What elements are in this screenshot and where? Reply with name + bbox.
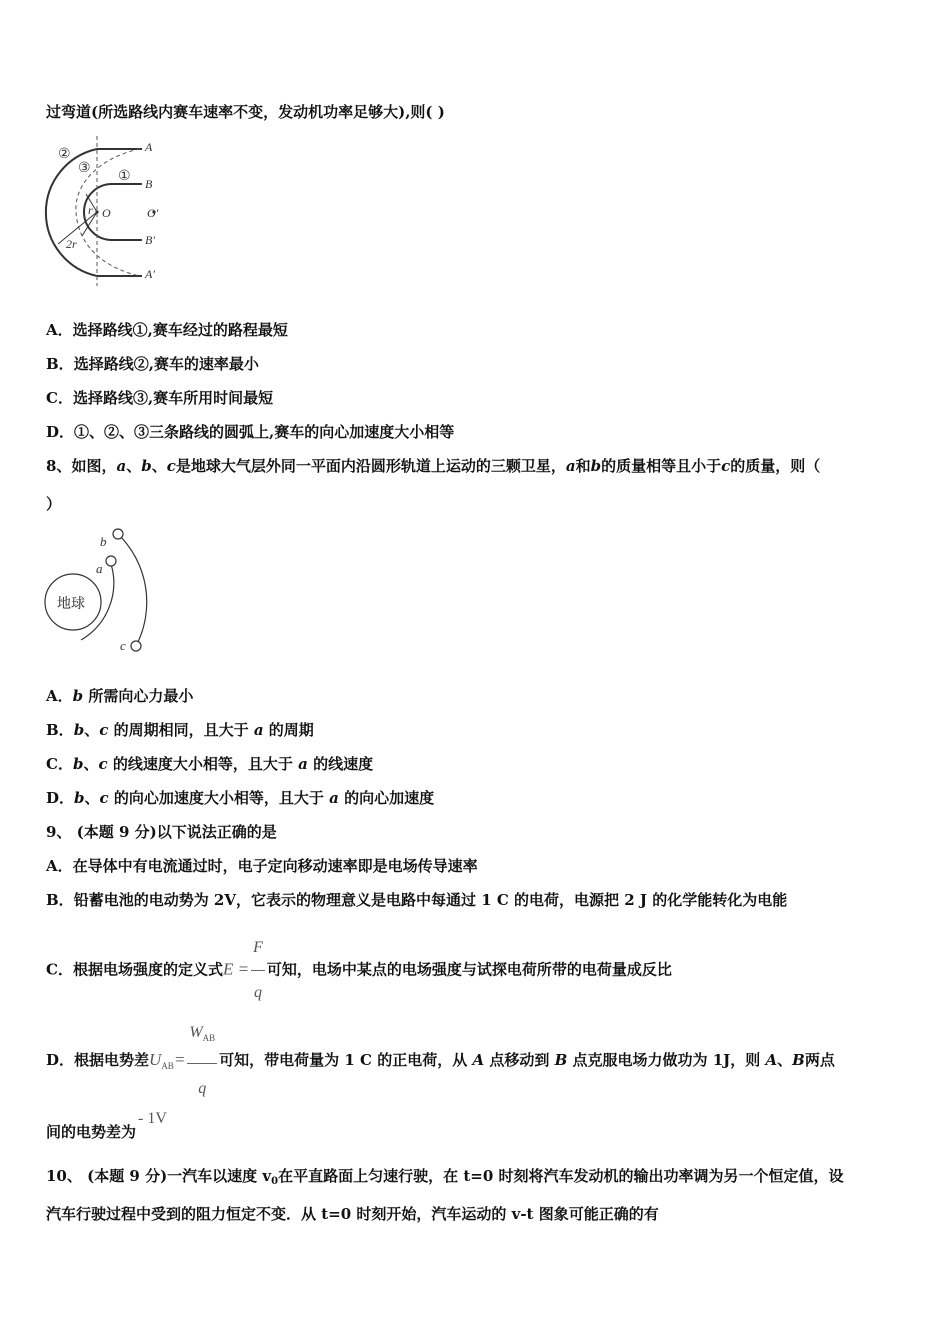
earth-label: 地球 [57, 596, 85, 612]
formula-U-lhs: $U_{AB}$ [149, 1050, 174, 1071]
q10-stem-line1: 10、 (本题 9 分)一汽车以速度 $v_0$在平直路面上匀速行驶，在 t=0 时刻将汽车发动机的输出功率调为另一个恒定值，设 [46, 1167, 844, 1187]
q8-option-D: D．b、c 的向心加速度大小相等，且大于 a 的向心加速度 [46, 789, 435, 807]
label-O-prime: O′ [147, 206, 159, 220]
label-A-prime: A′ [145, 267, 155, 281]
label-O: O [102, 206, 111, 220]
label-A: A [145, 140, 153, 154]
q8-option-B: B．b、c 的周期相同，且大于 a 的周期 [46, 721, 314, 739]
satellite-c [131, 641, 141, 651]
label-r: r [88, 203, 93, 217]
q8-stem: 8、如图，a、b、c是地球大气层外同一平面内沿圆形轨道上运动的三颗卫星，a和b的质量相等且小于c的质量，则（ [46, 457, 821, 475]
q7-option-D: D．①、②、③三条路线的圆弧上,赛车的向心加速度大小相等 [46, 423, 455, 441]
formula-E-lhs: E = [222, 959, 250, 979]
label-route-1: ① [118, 169, 131, 184]
potential-difference-value: - 1V [138, 1110, 167, 1127]
q9-option-C: C．根据电场强度的定义式E = $\frac{F}{q}$ 可知，电场中某点的电场强度与试探电荷所带的电荷量成反比 [46, 926, 672, 1015]
label-a: a [96, 561, 103, 576]
satellite-a [106, 556, 116, 566]
q10-stem-line2: 汽车行驶过程中受到的阻力恒定不变．从 t=0 时刻开始，汽车运动的 v-t 图象可能正确的有 [46, 1205, 659, 1223]
label-route-2: ② [58, 147, 71, 162]
label-c: c [120, 638, 126, 653]
q8-option-A: A．b 所需向心力最小 [46, 687, 194, 705]
outer-orbit [118, 534, 147, 646]
q9-option-D-continued: 间的电势差为- 1V [46, 1110, 167, 1141]
label-route-3: ③ [78, 161, 91, 176]
q7-option-A: A．选择路线①,赛车经过的路程最短 [46, 321, 288, 339]
q8-option-C: C．b、c 的线速度大小相等，且大于 a 的线速度 [46, 755, 374, 773]
formula-E-fraction: $\frac{F}{q}$ [251, 926, 265, 1015]
q9-option-A: A．在导体中有电流通过时，电子定向移动速率即是电场传导速率 [46, 857, 478, 875]
q9-option-D: D．根据电势差$U_{AB}=$ $\frac{W_{AB}}{q}$ 可知，带电荷量为 1 C 的正电荷，从 A 点移动到 B 点克服电场力做功为 1J，则 A、B两点 [46, 1008, 835, 1114]
label-2r: 2r [66, 237, 77, 251]
label-b: b [100, 534, 107, 549]
q9-option-B: B．铅蓄电池的电动势为 2V，它表示的物理意义是电路中每通过 1 C 的电荷，电源把 2 J 的化学能转化为电能 [46, 891, 788, 909]
satellite-b [113, 529, 123, 539]
q9-stem: 9、 (本题 9 分)以下说法正确的是 [46, 823, 277, 841]
q7-option-C: C．选择路线③,赛车所用时间最短 [46, 389, 274, 407]
q7-track-diagram [44, 136, 174, 286]
formula-U-fraction: $\frac{W_{AB}}{q}$ [187, 1008, 217, 1114]
q8-stem-close: ） [46, 495, 62, 513]
q8-orbit-diagram [44, 524, 174, 662]
label-B: B [145, 177, 153, 191]
q7-stem: 过弯道(所选路线内赛车速率不变，发动机功率足够大),则( ) [46, 103, 445, 121]
label-B-prime: B′ [145, 233, 155, 247]
q7-option-B: B．选择路线②,赛车的速率最小 [46, 355, 259, 373]
route-1-path [84, 184, 142, 240]
